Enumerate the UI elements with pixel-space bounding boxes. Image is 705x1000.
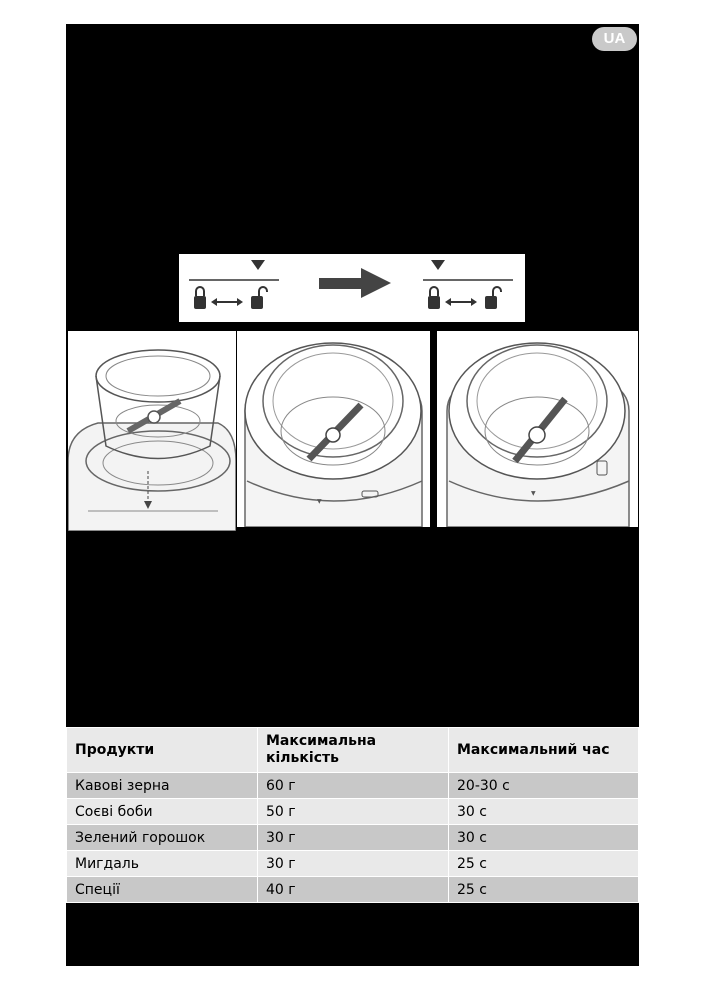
quantity-cell: 50 г (258, 799, 449, 825)
table-row (67, 877, 639, 903)
product-cell: Спеції (67, 877, 258, 903)
unlocked-padlock-icon (485, 287, 501, 309)
bowl-locked-illustration (437, 331, 638, 527)
lock-indicator-before (189, 260, 279, 309)
double-arrow-icon (445, 298, 477, 306)
time-cell: 25 с (449, 877, 639, 903)
table-header-row (67, 728, 639, 773)
quantity-cell: 60 г (258, 773, 449, 799)
header-max-quantity: Максимальна кількість (258, 728, 449, 773)
bowl-seated-illustration (237, 331, 430, 527)
grinding-capacity-table (66, 727, 639, 903)
right-arrow-icon (319, 268, 391, 298)
unlocked-padlock-icon (251, 287, 267, 309)
lock-indicator-after (423, 260, 513, 309)
header-products: Продукти (67, 728, 258, 773)
time-cell: 20-30 с (449, 773, 639, 799)
locked-padlock-icon (428, 287, 440, 309)
lock-diagram (179, 254, 525, 322)
product-cell: Соєві боби (67, 799, 258, 825)
bowl-insertion-illustration (68, 331, 236, 531)
time-cell: 30 с (449, 799, 639, 825)
quantity-cell: 40 г (258, 877, 449, 903)
product-cell: Мигдаль (67, 851, 258, 877)
product-cell: Зелений горошок (67, 825, 258, 851)
quantity-cell: 30 г (258, 851, 449, 877)
locked-padlock-icon (194, 287, 206, 309)
table-row (67, 799, 639, 825)
table-row (67, 773, 639, 799)
double-arrow-icon (211, 298, 243, 306)
time-cell: 30 с (449, 825, 639, 851)
table-row (67, 851, 639, 877)
quantity-cell: 30 г (258, 825, 449, 851)
table-row (67, 825, 639, 851)
language-badge: UA (592, 27, 637, 51)
svg-text:▼: ▼ (317, 498, 322, 505)
header-max-time: Максимальний час (449, 728, 639, 773)
svg-text:▼: ▼ (531, 490, 536, 497)
time-cell: 25 с (449, 851, 639, 877)
product-cell: Кавові зерна (67, 773, 258, 799)
